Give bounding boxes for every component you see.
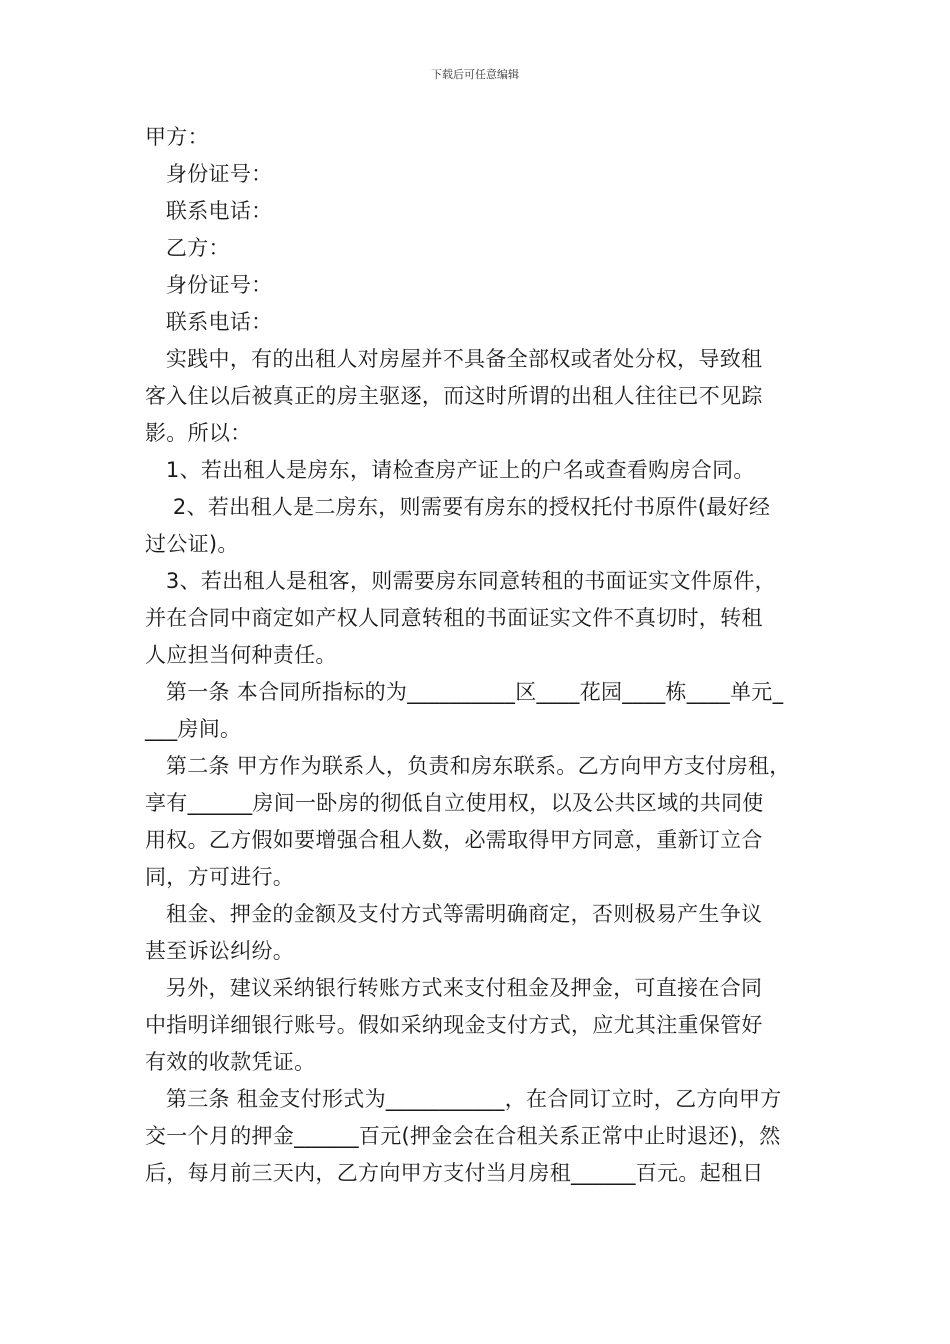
paragraph-line: 过公证)。 xyxy=(145,532,239,556)
paragraph-line: ___房间。 xyxy=(145,717,242,741)
paragraph-line: 影。所以： xyxy=(145,421,252,445)
paragraph-line: 甚至诉讼纠纷。 xyxy=(145,939,295,963)
party-b-id-label: 身份证号： xyxy=(145,273,273,297)
list-item-2: 2、若出租人是二房东，则需要有房东的授权托付书原件(最好经 xyxy=(145,495,771,519)
paragraph-line: 享有______房间一卧房的彻低自立使用权，以及公共区域的共同使 xyxy=(145,791,764,815)
paragraph-line: 交一个月的押金______百元(押金会在合租关系正常中止时退还)，然 xyxy=(145,1124,781,1148)
paragraph-line: 有效的收款凭证。 xyxy=(145,1050,316,1074)
paragraph-line: 并在合同中商定如产权人同意转租的书面证实文件不真切时，转租 xyxy=(145,606,763,630)
paragraph-line: 后，每月前三天内，乙方向甲方支付当月房租______百元。起租日 xyxy=(145,1161,764,1185)
paragraph-line: 人应担当何种责任。 xyxy=(145,643,337,667)
header-note: 下载后可任意编辑 xyxy=(431,68,519,81)
party-a-id-label: 身份证号： xyxy=(145,162,273,186)
paragraph-line: 实践中，有的出租人对房屋并不具备全部权或者处分权，导致租 xyxy=(145,347,763,371)
article-2: 第二条 甲方作为联系人，负责和房东联系。乙方向甲方支付房租， xyxy=(145,754,791,778)
list-item-3: 3、若出租人是租客，则需要房东同意转租的书面证实文件原件， xyxy=(145,569,776,593)
paragraph-line: 用权。乙方假如要增强合租人数，必需取得甲方同意，重新订立合 xyxy=(145,828,763,852)
paragraph-line: 同，方可进行。 xyxy=(145,865,295,889)
paragraph-line: 中指明详细银行账号。假如采纳现金支付方式，应尤其注重保管好 xyxy=(145,1013,763,1037)
paragraph-line: 客入住以后被真正的房主驱逐，而这时所谓的出租人往往已不见踪 xyxy=(145,384,763,408)
list-item-1: 1、若出租人是房东，请检查房产证上的户名或查看购房合同。 xyxy=(145,458,755,482)
paragraph-line: 另外，建议采纳银行转账方式来支付租金及押金，可直接在合同 xyxy=(145,976,763,1000)
paragraph-line: 租金、押金的金额及支付方式等需明确商定，否则极易产生争议 xyxy=(145,902,763,926)
party-b-phone-label: 联系电话： xyxy=(145,310,273,334)
party-a-phone-label: 联系电话： xyxy=(145,199,273,223)
party-a-label: 甲方： xyxy=(145,125,209,149)
article-1: 第一条 本合同所指标的为__________区____花园____栋____单元_ xyxy=(145,680,784,704)
party-b-label: 乙方： xyxy=(145,236,230,260)
article-3: 第三条 租金支付形式为___________，在合同订立时，乙方向甲方 xyxy=(145,1087,782,1111)
document-body xyxy=(145,119,810,1192)
